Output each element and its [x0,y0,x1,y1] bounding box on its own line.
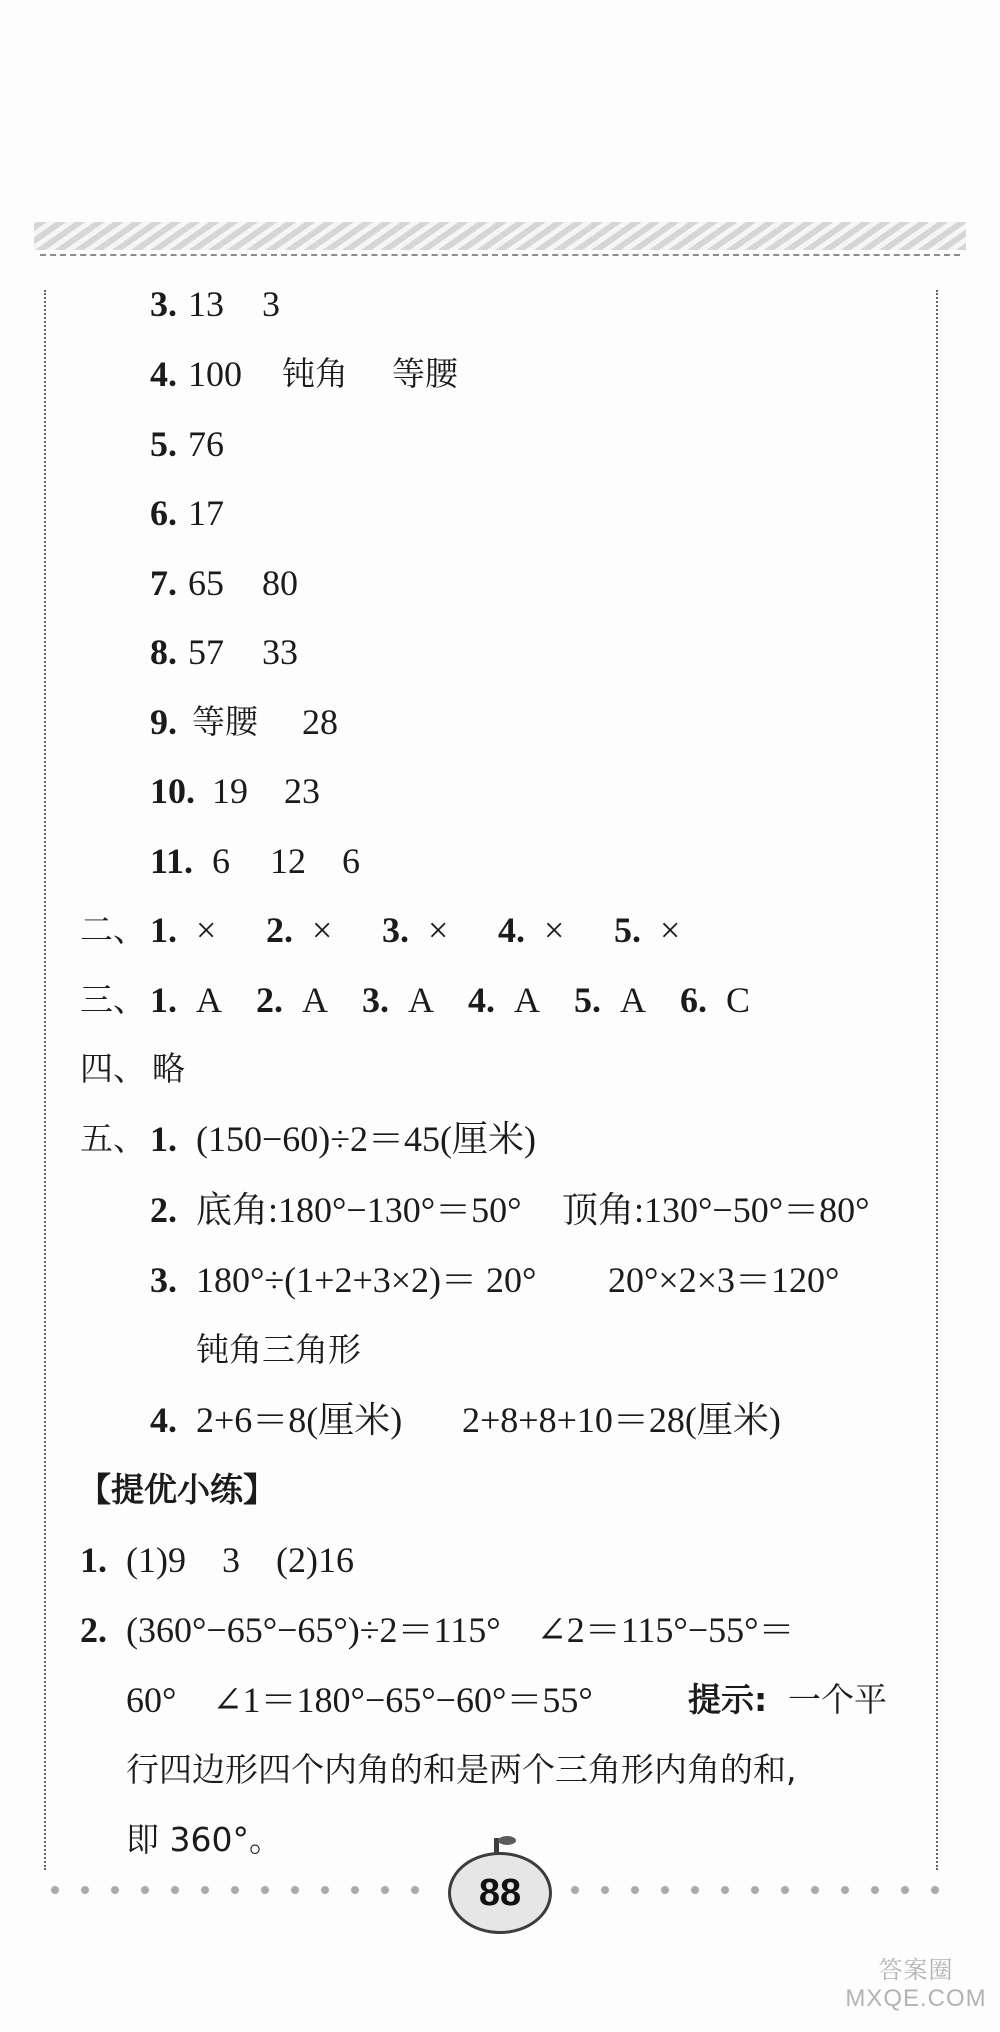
header-divider [40,254,960,256]
answer-number: 3. [150,284,177,324]
answer-value: 等腰 [392,354,458,393]
item-number: 3. [382,910,409,950]
page-number: 88 [448,1852,552,1934]
cross-mark: × [660,910,681,950]
choice: A [514,980,540,1020]
footer-dots-left [40,1878,440,1902]
answer-value: 6 [342,841,360,881]
cross-mark: × [196,910,217,950]
answer-number: 5. [150,424,177,464]
section-label: 四、 [80,1049,146,1088]
choice: C [726,980,751,1020]
cross-mark: × [312,910,333,950]
answer-value: 57 [188,632,224,672]
item-number: 2. [150,1190,177,1230]
answer-number: 8. [150,632,177,672]
item-number: 2. [266,910,293,950]
equation: 底角:180°−130°＝50° [196,1190,522,1230]
equation: 2+6＝8(厘米) [196,1400,403,1440]
item-number: 2. [80,1610,107,1650]
item-number: 4. [150,1400,177,1440]
equation: 180°÷(1+2+3×2)＝ 20° [196,1260,537,1300]
section-label: 三、 [80,980,146,1019]
equation: 60° ∠1＝180°−65°−60°＝55° [126,1680,593,1720]
section-label: 五、 [80,1119,146,1158]
answer-value: 28 [302,702,338,742]
hint-label: 提示: [688,1680,768,1719]
header-decoration [34,222,966,250]
answer-value: 12 [270,841,306,881]
answer-value: 6 [212,841,230,881]
item-number: 1. [150,1119,177,1159]
equation: (150−60)÷2＝45(厘米) [196,1119,537,1159]
answer-number: 4. [150,354,177,394]
equation: 顶角:130°−50°＝80° [562,1190,870,1230]
choice: A [408,980,434,1020]
item-number: 5. [574,980,601,1020]
item-number: 1. [150,980,177,1020]
hint-text: 一个平 [788,1680,887,1719]
cross-mark: × [544,910,565,950]
item-number: 6. [680,980,707,1020]
choice: A [196,980,222,1020]
answer-number: 9. [150,702,177,742]
footer-dots-right [560,1878,960,1902]
answer-number: 11. [150,841,194,881]
hint-text: 即 360°。 [126,1820,282,1859]
answer-value: 65 [188,563,224,603]
answer-text: 钝角三角形 [196,1330,361,1369]
item-number: 1. [150,910,177,950]
right-border-line [936,290,938,1870]
answer-value: 76 [188,424,224,464]
item-number: 2. [256,980,283,1020]
section-text: 略 [152,1049,185,1088]
hint-text: 行四边形四个内角的和是两个三角形内角的和, [126,1750,797,1789]
apple-leaf-icon [498,1836,516,1845]
answer-value: 等腰 [192,702,258,741]
answer-number: 10. [150,771,195,811]
answer-value: 23 [284,771,320,811]
answer-number: 6. [150,493,177,533]
choice: A [302,980,328,1020]
answer-value: 钝角 [282,354,348,393]
answer-value: 100 [188,354,242,394]
item-number: 1. [80,1540,107,1580]
item-number: 3. [150,1260,177,1300]
equation: (360°−65°−65°)÷2＝115° ∠2＝115°−55°＝ [126,1610,795,1650]
answer-value: 19 [212,771,248,811]
answer-number: 7. [150,563,177,603]
answer-text: (1)9 3 (2)16 [126,1540,354,1580]
practice-heading: 【提优小练】 [78,1470,276,1509]
watermark: 答案圈 MXQE.COM [845,1957,987,2012]
answer-value: 13 [188,284,224,324]
item-number: 3. [362,980,389,1020]
item-number: 4. [468,980,495,1020]
item-number: 4. [498,910,525,950]
section-label: 二、 [80,910,146,949]
equation: 2+8+8+10＝28(厘米) [462,1400,781,1440]
answer-value: 3 [262,284,280,324]
left-border-line [44,290,46,1870]
answer-value: 17 [188,493,224,533]
cross-mark: × [428,910,449,950]
equation: 20°×2×3＝120° [608,1260,840,1300]
choice: A [620,980,646,1020]
item-number: 5. [614,910,641,950]
answer-value: 80 [262,563,298,603]
answer-value: 33 [262,632,298,672]
